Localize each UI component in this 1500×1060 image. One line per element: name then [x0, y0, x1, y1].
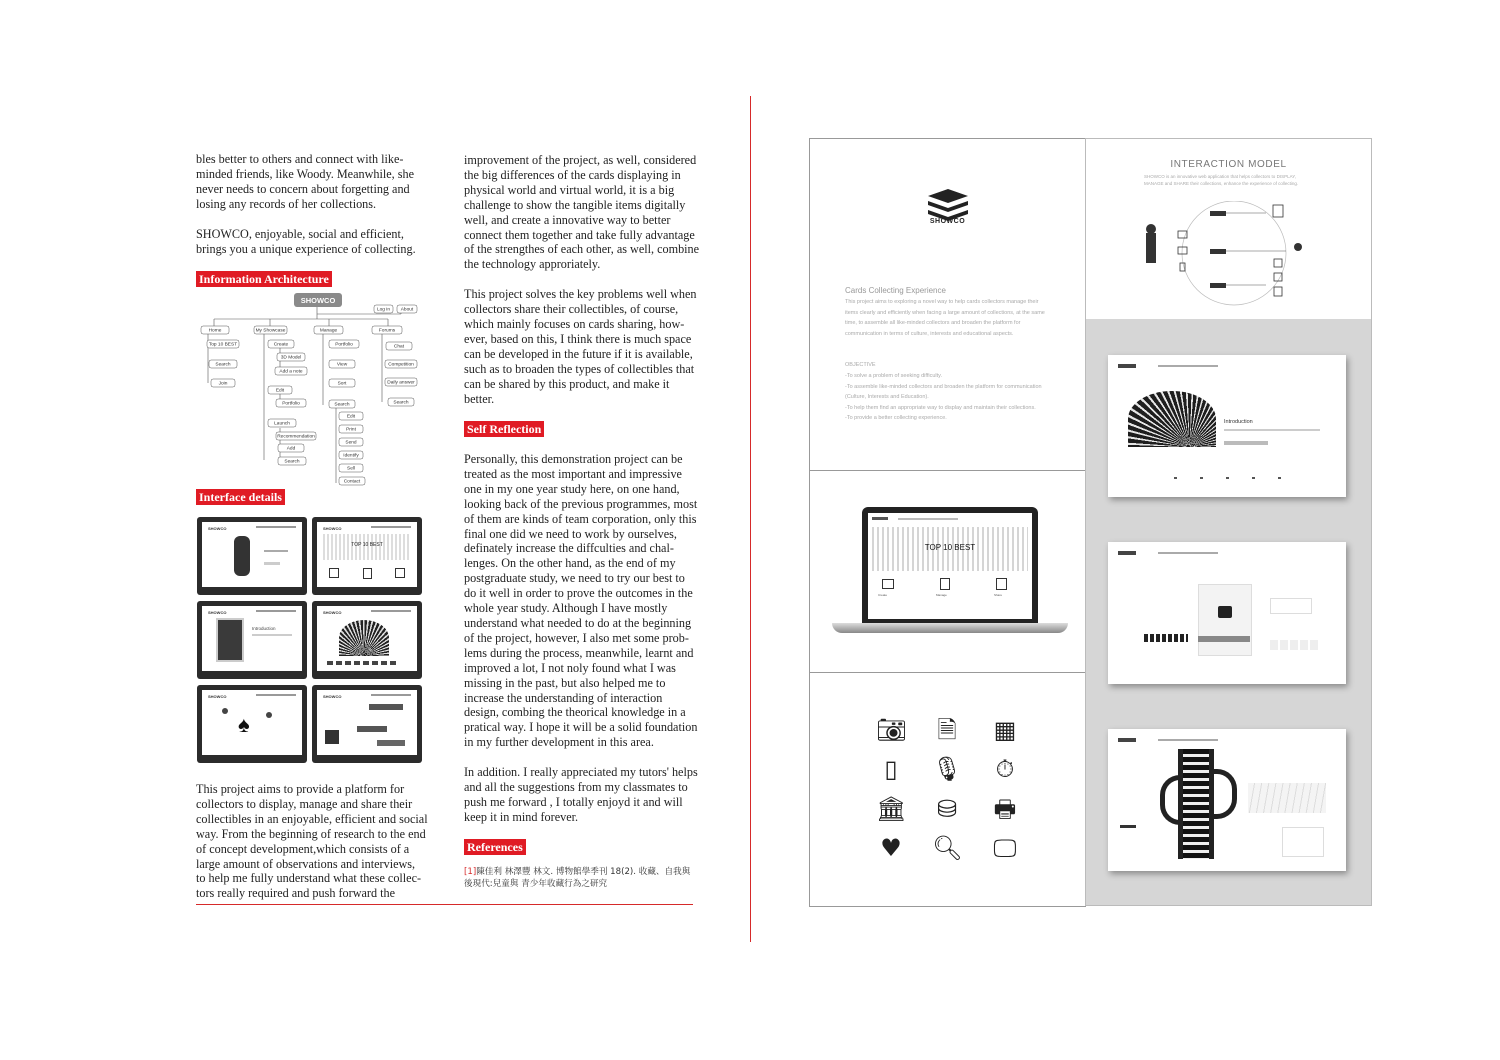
objective-item: -To provide a better collecting experience.	[845, 415, 947, 421]
ia-node: Top 10 BEST	[208, 342, 238, 348]
ia-node: Competition	[388, 362, 414, 368]
interface-thumbnail: SHOWCO TOP 10 BEST	[312, 517, 422, 595]
screen-share	[1108, 729, 1346, 871]
card-fan-image	[1128, 391, 1216, 447]
printer-icon: 🖶	[993, 795, 1017, 823]
ia-node: Launch	[274, 421, 290, 427]
ia-node: Identify	[343, 453, 359, 459]
laptop-label: Create	[878, 593, 888, 597]
ia-branch: Forums	[378, 328, 396, 334]
ia-node: Portfolio	[335, 342, 353, 348]
ia-node: Sort	[337, 381, 347, 387]
left-column-1-bottom	[196, 782, 436, 916]
spade-icon: ♠	[238, 712, 250, 737]
top10-banner: TOP 10 BEST	[351, 542, 383, 548]
screen-introduction	[1108, 355, 1346, 497]
museum-icon: 🏛︎	[876, 795, 907, 823]
document-icon: 🗎	[937, 716, 957, 744]
icons-panel	[809, 672, 1086, 907]
objective-label: OBJECTIVE	[845, 362, 876, 368]
heading-self-reflection: Self Reflection	[464, 420, 544, 438]
reference-entry	[464, 866, 704, 890]
ia-node: View	[336, 362, 348, 368]
ia-node: Portfolio	[282, 401, 300, 407]
ia-node: Search	[334, 402, 350, 408]
paragraph: bles better to others and connect with like- minded friends, like Woody. Meanwhile, she never needs to concern about forgetting and losing any records of her collections.	[196, 152, 415, 211]
ia-node: Sell	[347, 466, 355, 472]
ia-node: Add	[286, 446, 296, 452]
paragraph: In addition. I really appreciated my tutors' helps and all the suggestions from my classmates to push me forward , I totally enjoyd it and will keep it in mind forever.	[464, 765, 698, 824]
search-icon: 🔍︎	[932, 834, 963, 862]
reference-number: [1]	[464, 867, 477, 877]
card-frame-icon: ▯	[884, 755, 898, 783]
paragraph: This project solves the key problems well when collectors share their collectibles, of course, which mainly focuses on cards sharing, how- ever, based on this, I think there is much space can be developed in the future if it is available, such as to broaden the types of collectibles that can be shared by this product, and make it better.	[464, 287, 697, 406]
interface-thumbnail: SHOWCO Introduction	[197, 601, 307, 679]
ia-node: Add a note	[279, 369, 303, 375]
paragraph: Personally, this demonstration project can be treated as the most important and impressive one in my one year study here, on one hand, looking back of the previous programmes, most of them are kinds of team corporation, only this final one did we need to work by ourselves, definately increase the diffculties and chal- lenges. On the other hand, as the end of my postgraduate study, we need to try our best to do it well in order to prove the outcomes in the whole year study. Although I have mostly understand what needed to do at the beginning of the project, however, I also met some prob- lems during the process, meanwhile, learnt and improved a lot, I not noly found what I was missing in the past, but also helped me to increase the understanding of interaction design, combing the theorical knowledge in a pratical way. I hope it will be a solid foundation in my further development in this area.	[464, 452, 698, 750]
coins-icon: ⛁	[936, 795, 958, 823]
interface-thumbnail: SHOWCO	[312, 685, 422, 763]
clock-icon: ⏱	[995, 755, 1015, 783]
ia-node: 3D Model	[280, 355, 302, 361]
interface-thumbnail: SHOWCO	[197, 517, 307, 595]
information-architecture-diagram	[196, 290, 428, 490]
camera-heart-icon: 📷︎	[876, 716, 907, 744]
chat-monitor-icon: 🖵	[993, 834, 1017, 862]
interaction-diagram	[1136, 201, 1326, 309]
cards-description: This project aims to exploring a novel way to help cards collectors manage their items clearly and efficiently when facing a large amount of collections, at the same time, to assemble all like-minded collectors and broaden the platform for communication in terms of culture, interests and educational aspects.	[845, 299, 1045, 337]
bottom-rule	[196, 904, 693, 905]
laptop-banner: TOP 10 BEST	[924, 543, 976, 552]
ia-branch: My Showcase	[255, 328, 286, 334]
camera-icon	[1218, 606, 1232, 618]
left-column-1	[196, 152, 436, 271]
interaction-model	[1086, 139, 1371, 319]
heading-references: References	[464, 838, 526, 856]
card-box-image	[216, 618, 244, 662]
intro-panel	[809, 138, 1086, 472]
objective-item: -To solve a problem of seeking difficulty.	[845, 373, 943, 379]
ia-node: Send	[345, 440, 357, 446]
ia-node: Edit	[346, 414, 356, 420]
page-divider	[750, 96, 751, 942]
interaction-title: INTERACTION MODEL	[1170, 159, 1287, 170]
logo-text: SHOWCO	[929, 218, 966, 225]
film-figure-image	[1178, 749, 1214, 859]
ia-node: Recommendation	[277, 434, 315, 440]
ia-branch: Manage	[319, 328, 338, 334]
figure-image	[234, 536, 250, 576]
laptop-base	[832, 623, 1068, 633]
heading-interface-details: Interface details	[196, 488, 285, 506]
ia-node: Create	[273, 342, 289, 348]
interface-thumbnail: SHOWCO	[312, 601, 422, 679]
heading-information-architecture: Information Architecture	[196, 270, 332, 288]
ia-node: Search	[284, 459, 300, 465]
laptop-panel	[809, 470, 1086, 674]
laptop-image	[862, 507, 1038, 623]
card-fan-image	[339, 620, 389, 656]
paragraph: This project aims to provide a platform for collectors to display, manage and share their collectibles in an enjoyable, efficient and social way. From the beginning of research to the end of concept development,which consists of a large amount of observations and interviews, to help me fully understand what these collec- tors really required and push forward the	[196, 782, 428, 901]
intro-heading: Introduction	[1224, 419, 1253, 425]
reflection-text	[464, 452, 704, 840]
paragraph: improvement of the project, as well, considered the big differences of the cards displaying in physical world and virtual world, it is a big challenge to show the tangible items digitally well, and create a innovative way to better connect them together and take fully advantage of the strengthes of each other, as well, combine the technology approriately.	[464, 153, 700, 272]
ia-node: Contact	[343, 479, 361, 485]
interaction-subtitle: SHOWCO is an innovative web application that helps collectors to DISPLAY, MANAGE and SHARE their collections, enhance the experience of collecting.	[1144, 174, 1299, 186]
laptop-label: Share	[994, 593, 1003, 597]
ia-node: Search	[393, 400, 409, 406]
card-grid-icon: ▦	[993, 716, 1017, 744]
ia-node: Edit	[275, 388, 285, 394]
card-spread-image	[1248, 783, 1326, 813]
ia-root: SHOWCO	[300, 296, 336, 305]
ia-node: Search	[215, 362, 231, 368]
ia-node: Chat	[393, 344, 405, 350]
ia-node: Join	[218, 381, 228, 387]
microphone-icon: 🎙︎	[932, 755, 963, 783]
left-column-2	[464, 153, 704, 422]
ia-branch: Home	[208, 328, 222, 334]
ia-node: Print	[346, 427, 356, 433]
hearts-landscape-icon: ♥	[880, 834, 902, 862]
ia-node: Log in	[376, 307, 391, 313]
screen-create	[1108, 542, 1346, 684]
paragraph: SHOWCO, enjoyable, social and efficient, brings you a unique experience of collecting.	[196, 226, 416, 256]
cards-title: Cards Collecting Experience	[845, 286, 946, 295]
objective-list	[845, 371, 1050, 424]
reference-text: 陳佳利 林澤豐 林文. 博物館學季刊 18(2). 收藏、自我與 後現代:兒童與 青少年收藏行為之研究	[464, 867, 691, 889]
interface-thumbnail: SHOWCO ♠	[197, 685, 307, 763]
screens-column	[1085, 138, 1372, 906]
ia-node: Daily answer	[387, 380, 415, 386]
laptop-label: Manage	[936, 593, 947, 597]
objective-item: -To help them find an appropriate way to display and maintain their collections.	[845, 404, 1036, 411]
objective-item: -To assemble like-minded collectors and broaden the platform for communication (Culture, Interests and Education).	[845, 383, 1042, 400]
ia-node: About	[400, 307, 414, 313]
